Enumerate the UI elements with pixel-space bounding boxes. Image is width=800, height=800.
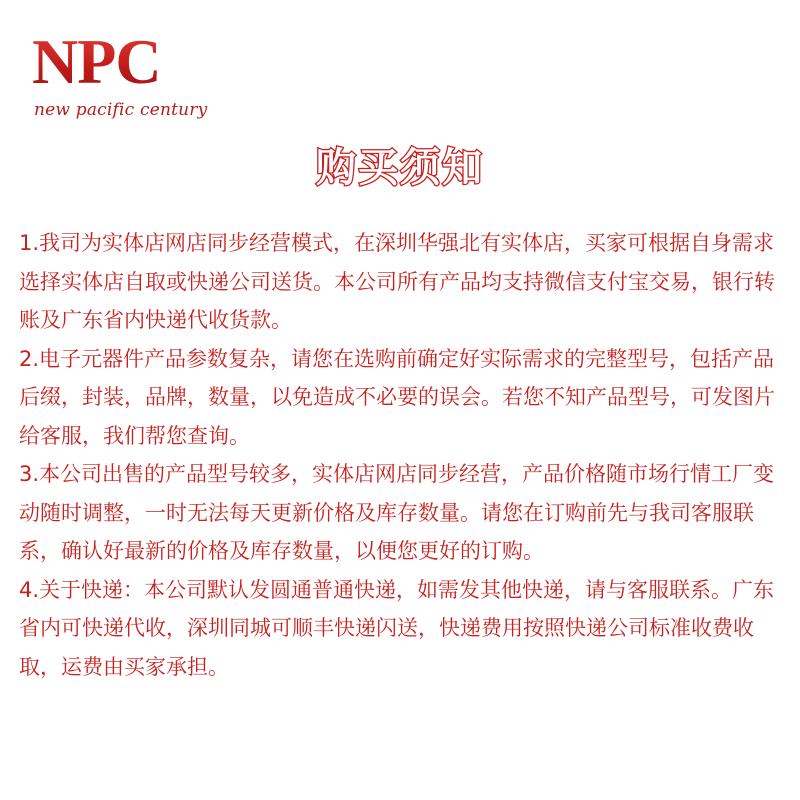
notice-list [19, 224, 789, 686]
logo-wordmark: NPC [32, 26, 161, 97]
page-title: 购买须知 [316, 145, 484, 191]
notice-item-1: 1.我司为实体店网店同步经营模式，在深圳华强北有实体店，买家可根据自身需求选择实体店自取或快递公司送货。本公司所有产品均支持微信支付宝交易，银行转账及广东省内快递代收货款。 [19, 231, 775, 332]
notice-item-2: 2.电子元器件产品参数复杂，请您在选购前确定好实际需求的完整型号，包括产品后缀，封装，品牌，数量，以免造成不必要的误会。若您不知产品型号，可发图片给客服，我们帮您查询。 [19, 346, 775, 448]
npc-logo [32, 22, 232, 120]
logo-tagline: new pacific century [34, 100, 208, 120]
notice-item-4: 4.关于快递：本公司默认发圆通普通快递，如需发其他快递，请与客服联系。广东省内可快递代收，深圳同城可顺丰快递闪送，快递费用按照快递公司标准收费收取，运费由买家承担。 [19, 577, 775, 679]
notice-item-3: 3.本公司出售的产品型号较多，实体店网店同步经营，产品价格随市场行情工厂变动随时调整，一时无法每天更新价格及库存数量。请您在订购前先与我司客服联系，确认好最新的价格及库存数量，以便您更好的订购。 [19, 462, 775, 563]
